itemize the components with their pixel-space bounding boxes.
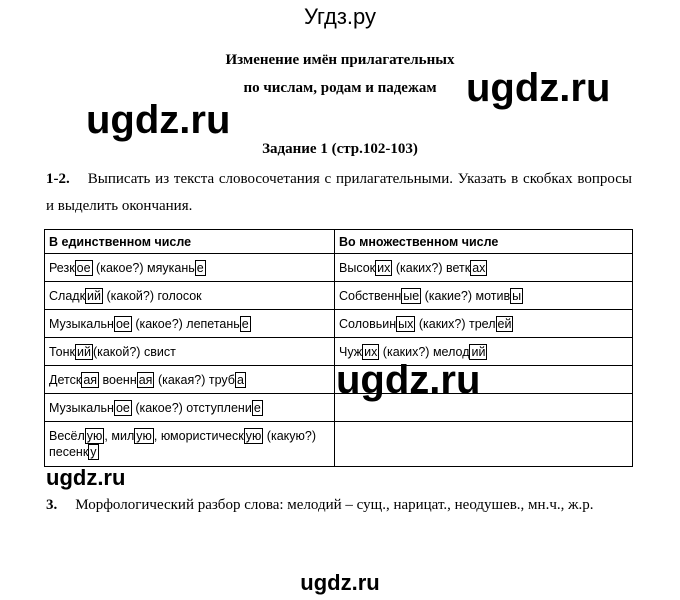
site-title: Угдз.ру — [303, 4, 377, 29]
cell-singular — [45, 366, 335, 394]
task-heading: Задание 1 (стр.102-103) — [262, 141, 418, 157]
cell-singular — [45, 394, 335, 422]
word-fragment: (какие?) мотив — [421, 288, 511, 303]
table-row — [45, 310, 633, 338]
word-fragment: Собственн — [339, 288, 402, 303]
watermark-top-right: ugdz.ru — [466, 66, 611, 110]
ending-highlight: ий — [76, 344, 91, 359]
task-3-text: Морфологический разбор слова: мелодий – сущ., нарицат., неодушев., мн.ч., ж.р. — [75, 497, 594, 513]
ending-highlight: их — [364, 344, 378, 359]
ending-highlight: ых — [398, 316, 414, 331]
word-fragment: Музыкальн — [49, 400, 114, 415]
word-fragment: Чуж — [339, 344, 363, 359]
word-fragment: Музыкальн — [49, 316, 114, 331]
cell-singular — [45, 310, 335, 338]
task-3-number: 3. — [46, 497, 58, 513]
ending-highlight: их — [377, 260, 391, 275]
cell-plural — [335, 310, 633, 338]
ending-highlight: ое — [115, 316, 130, 331]
adjectives-table — [44, 229, 633, 467]
word-fragment: Тонк — [49, 344, 75, 359]
cell-plural — [335, 254, 633, 282]
word-fragment: Резк — [49, 260, 75, 275]
cell-plural — [335, 422, 633, 467]
ending-highlight: е — [241, 316, 249, 331]
word-fragment: (какое?) лепетань — [131, 316, 240, 331]
word-fragment: Детск — [49, 372, 82, 387]
cell-singular — [45, 282, 335, 310]
word-fragment: Сладк — [49, 288, 86, 303]
ending-highlight: е — [196, 260, 204, 275]
table-row — [45, 254, 633, 282]
table-row — [45, 282, 633, 310]
word-fragment: военн — [99, 372, 137, 387]
watermark-table: ugdz.ru — [336, 358, 481, 402]
ending-highlight: у — [90, 445, 97, 459]
task-1-2-text: Выписать из текста словосочетания с прилагательными. Указать в скобках вопросы и выделить окончания. — [46, 171, 632, 214]
ending-highlight: ая — [83, 372, 98, 387]
ending-highlight: ую — [245, 429, 262, 443]
ending-highlight: ах — [472, 260, 486, 275]
word-fragment: (какую?) песенк — [49, 429, 316, 459]
ending-highlight: ую — [136, 429, 152, 443]
word-fragment: (каких?) трел — [415, 316, 496, 331]
cell-singular — [45, 338, 335, 366]
word-fragment: , юмористическ — [153, 429, 244, 443]
cell-plural — [335, 282, 633, 310]
task-1-2-number: 1-2. — [46, 171, 70, 187]
word-fragment: (каких?) ветк — [392, 260, 471, 275]
word-fragment: (какой?) свист — [92, 344, 176, 359]
cell-singular — [45, 422, 335, 467]
table-row — [45, 422, 633, 467]
word-fragment: (какой?) голосок — [103, 288, 202, 303]
ending-highlight: ей — [497, 316, 512, 331]
watermark-small: ugdz.ru — [46, 465, 126, 490]
word-fragment: (какое?) отступлени — [131, 400, 252, 415]
cell-singular — [45, 254, 335, 282]
word-fragment: Высок — [339, 260, 376, 275]
ending-highlight: ий — [471, 344, 486, 359]
watermark-left: ugdz.ru — [86, 98, 231, 142]
ending-highlight: а — [236, 372, 244, 387]
table-header-row — [45, 230, 633, 254]
ending-highlight: ы — [512, 288, 522, 303]
ending-highlight: ое — [115, 400, 130, 415]
word-fragment: , мил — [104, 429, 135, 443]
ending-highlight: ая — [138, 372, 153, 387]
watermark-bottom: ugdz.ru — [300, 570, 380, 595]
ending-highlight: ые — [403, 288, 420, 303]
word-fragment: Весёл — [49, 429, 85, 443]
ending-highlight: ое — [76, 260, 91, 275]
header-singular: В единственном числе — [45, 230, 335, 254]
ending-highlight: ую — [86, 429, 103, 443]
word-fragment: (какое?) мяукань — [92, 260, 195, 275]
word-fragment: (какая?) труб — [154, 372, 235, 387]
task-1-2-paragraph — [46, 166, 632, 220]
word-fragment: (каких?) мелод — [379, 344, 470, 359]
task-3-paragraph — [46, 492, 632, 519]
ending-highlight: ий — [87, 288, 102, 303]
word-fragment: Соловьин — [339, 316, 397, 331]
ending-highlight: е — [253, 400, 261, 415]
section-heading-line-2: по числам, родам и падежам — [243, 80, 437, 96]
section-heading-line-1: Изменение имён прилагательных — [225, 52, 455, 68]
header-plural: Во множественном числе — [335, 230, 633, 254]
